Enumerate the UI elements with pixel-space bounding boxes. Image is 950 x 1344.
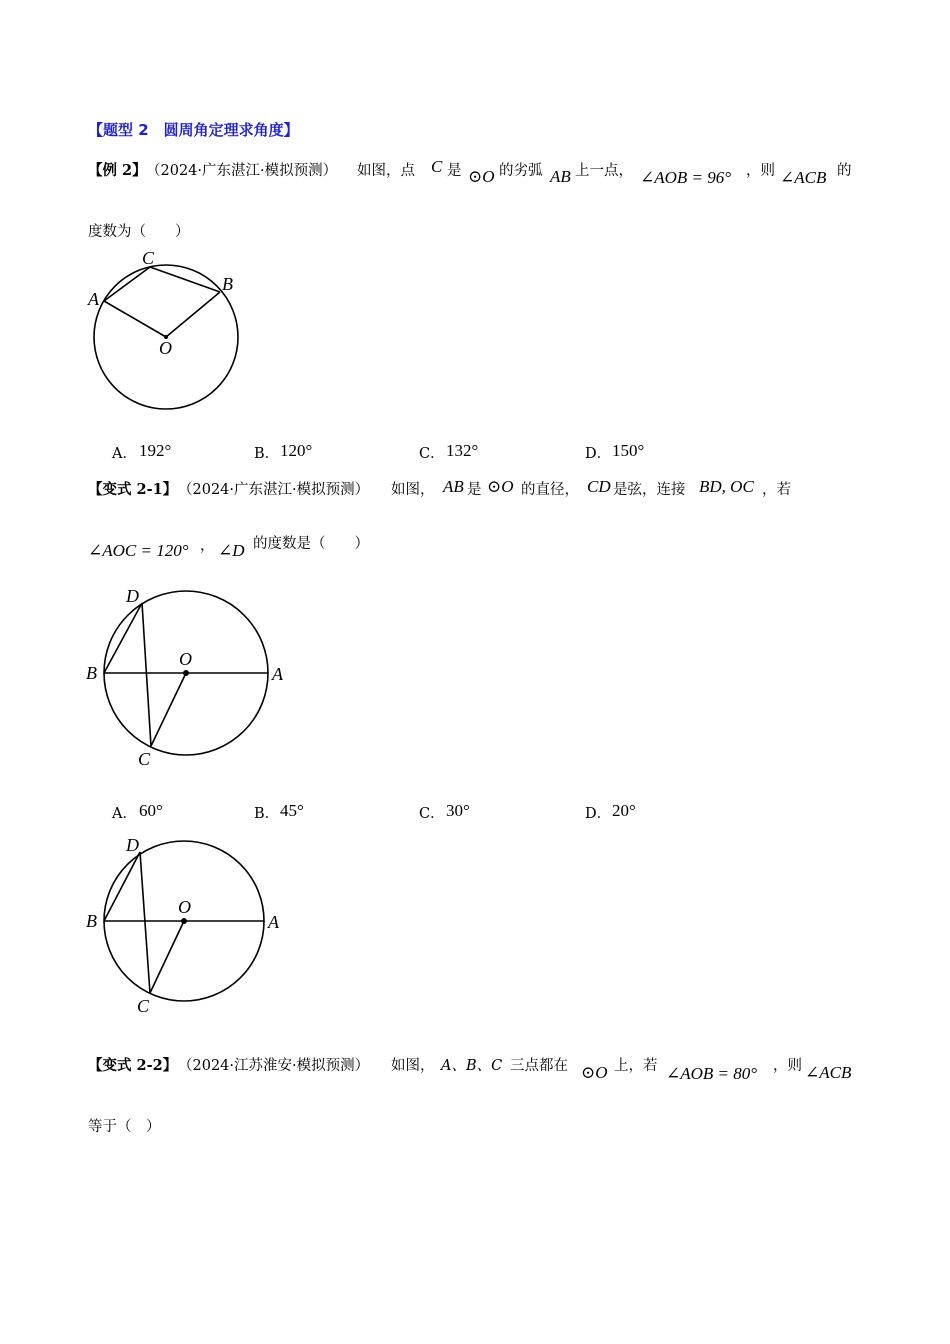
example-2-source: （2024·广东湛江·模拟预测） xyxy=(146,163,338,179)
example-2-text-6: 的 xyxy=(837,163,852,179)
variant-2-1-source: （2024·广东湛江·模拟预测） xyxy=(178,482,370,498)
ex2-option-b-letter: B． xyxy=(254,446,280,462)
variant-2-1-cd: CD xyxy=(587,477,611,496)
section-title: 【题型 2 圆周角定理求角度】 xyxy=(88,121,299,139)
example-2-label: 【例 2】 xyxy=(88,162,147,179)
ex2-option-a-value[interactable]: 192° xyxy=(139,441,172,460)
fig3-label-c: C xyxy=(137,996,150,1016)
ex2-option-c-value[interactable]: 132° xyxy=(446,441,479,460)
fig3-label-o: O xyxy=(178,897,191,917)
variant-2-2-source: （2024·江苏淮安·模拟预测） xyxy=(178,1058,370,1074)
v21-option-c-value[interactable]: 30° xyxy=(446,801,470,820)
fig2-label-a: A xyxy=(272,664,283,684)
ex2-option-d-letter: D． xyxy=(585,446,612,462)
fig1-label-b: B xyxy=(222,274,233,294)
fig2-label-o: O xyxy=(179,649,192,669)
variant-2-1-text-3: 的直径， xyxy=(521,482,579,498)
v21-option-b-letter: B． xyxy=(254,806,280,822)
variant-2-2-text-1: 如图， xyxy=(391,1058,435,1074)
v21-option-a-value[interactable]: 60° xyxy=(139,801,163,820)
variant-2-1-label: 【变式 2-1】 xyxy=(88,481,178,498)
example-2-condition: ∠AOB = 96° xyxy=(640,168,732,187)
ex2-option-b-value[interactable]: 120° xyxy=(280,441,313,460)
v21-option-b-value[interactable]: 45° xyxy=(280,801,304,820)
fig1-label-c: C xyxy=(142,248,155,268)
ex2-option-a-letter: A． xyxy=(112,446,137,462)
variant-2-1-circle-o: ⊙O xyxy=(487,477,514,496)
fig1-label-a: A xyxy=(88,289,99,309)
example-2-angle-acb: ∠ACB xyxy=(780,168,827,187)
figure-example-2 xyxy=(80,245,250,415)
variant-2-1-angle-d: ∠D xyxy=(218,541,245,560)
variant-2-2-circle-o: ⊙O xyxy=(581,1063,608,1082)
variant-2-2-label: 【变式 2-2】 xyxy=(88,1057,178,1074)
variant-2-2-text-2: 三点都在 xyxy=(510,1058,568,1074)
fig3-label-a: A xyxy=(268,912,279,932)
variant-2-1-text-6: 的度数是（ ） xyxy=(253,536,369,552)
variant-2-1-text-5: ，若 xyxy=(762,482,791,498)
v21-option-a-letter: A． xyxy=(112,806,137,822)
fig2-label-c: C xyxy=(138,749,151,769)
example-2-circle-o: ⊙O xyxy=(468,167,495,186)
variant-2-1-text-4: 是弦，连接 xyxy=(613,482,686,498)
example-2-line-2: 度数为（ ） xyxy=(88,224,190,240)
fig2-label-d: D xyxy=(126,586,139,606)
variant-2-1-ab: AB xyxy=(443,477,464,496)
variant-2-2-points: A、B、C xyxy=(441,1058,503,1074)
figure-variant-2-1-repeat xyxy=(80,832,295,1022)
variant-2-1-text-1: 如图， xyxy=(391,482,435,498)
example-2-text-2: 是 xyxy=(447,163,462,179)
variant-2-1-bd-oc: BD, OC xyxy=(699,477,754,496)
ex2-option-c-letter: C． xyxy=(419,446,445,462)
example-2-arc-ab: AB xyxy=(550,167,571,186)
example-2-text-1: 如图，点 xyxy=(357,163,415,179)
variant-2-2-text-4: ，则 xyxy=(773,1058,802,1074)
example-2-text-4: 上一点， xyxy=(575,163,633,179)
v21-option-c-letter: C． xyxy=(419,806,445,822)
fig3-label-b: B xyxy=(86,911,97,931)
variant-2-2-condition: ∠AOB = 80° xyxy=(666,1064,758,1083)
variant-2-1-condition: ∠AOC = 120° xyxy=(88,541,189,560)
fig3-label-d: D xyxy=(126,835,139,855)
variant-2-2-angle-acb: ∠ACB xyxy=(805,1063,852,1082)
variant-2-1-text-2: 是 xyxy=(467,482,482,498)
figure-variant-2-1 xyxy=(80,582,295,772)
variant-2-1-sep: ， xyxy=(200,538,215,554)
example-2-text-5: ，则 xyxy=(746,163,775,179)
ex2-option-d-value[interactable]: 150° xyxy=(612,441,645,460)
variant-2-2-text-3: 上，若 xyxy=(614,1058,658,1074)
example-2-point-c: C xyxy=(431,157,443,176)
fig2-label-b: B xyxy=(86,663,97,683)
v21-option-d-letter: D． xyxy=(585,806,612,822)
v21-option-d-value[interactable]: 20° xyxy=(612,801,636,820)
example-2-text-3: 的劣弧 xyxy=(499,163,543,179)
variant-2-2-line-2: 等于（ ） xyxy=(88,1119,161,1135)
fig1-label-o: O xyxy=(159,338,172,358)
